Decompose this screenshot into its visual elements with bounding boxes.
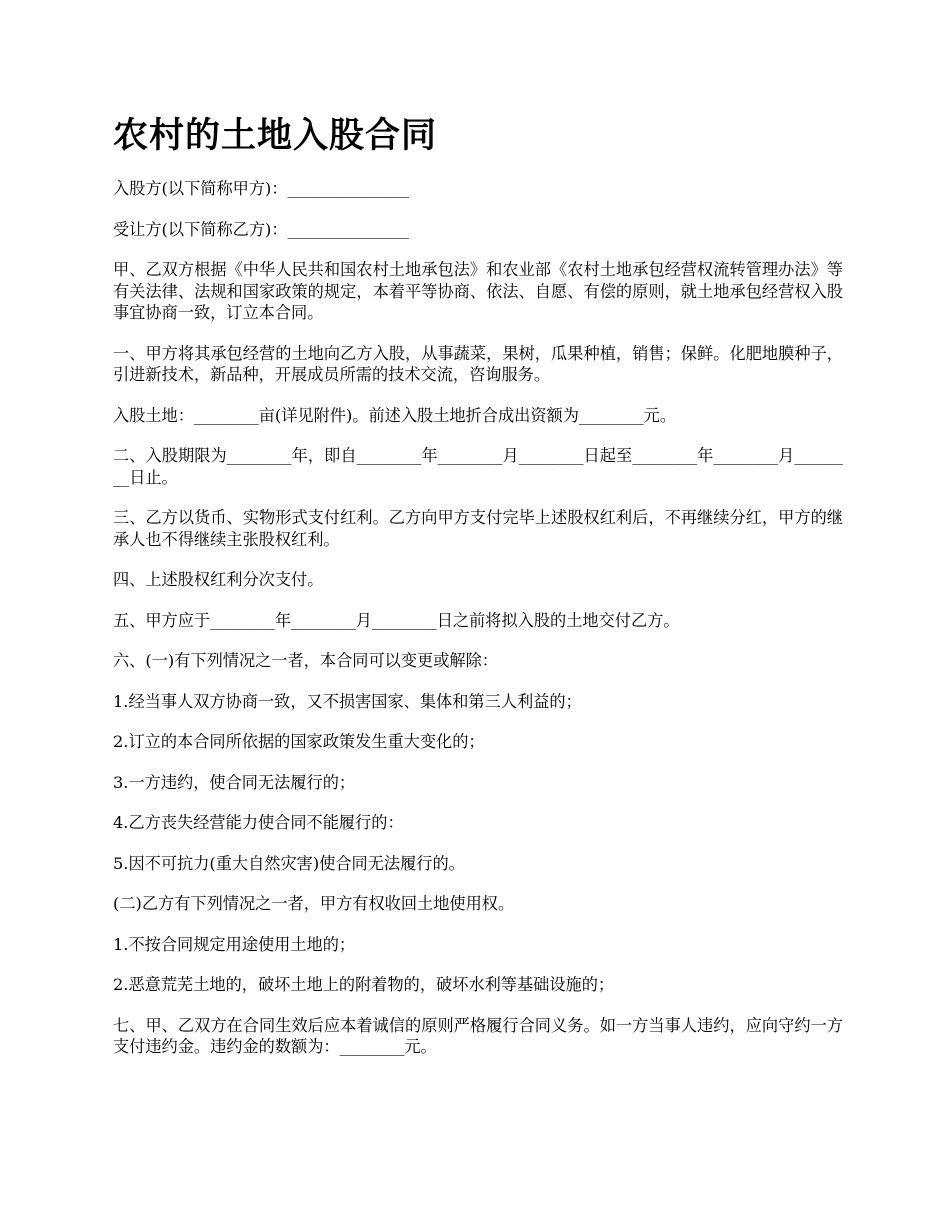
document-page [113, 112, 843, 1077]
clause-6-item-4: 4.乙方丧失经营能力使合同不能履行的： [113, 813, 404, 832]
clause-7: 七、甲、乙双方在合同生效后应本着诚信的原则严格履行合同义务。如一方当事人违约，应向守约一方支付违约金。违约金的数额为：________元。 [113, 1015, 843, 1056]
clause-6-part-2-item-1: 1.不按合同规定用途使用土地的； [113, 934, 356, 954]
clause-6-item-5: 5.因不可抗力(重大自然灾害)使合同无法履行的。 [113, 853, 465, 873]
clause-6-part-2-intro: (二)乙方有下列情况之一者，甲方有权收回土地使用权。 [113, 894, 515, 913]
clause-1: 一、甲方将其承包经营的土地向乙方入股，从事蔬菜，果树，瓜果种植，销售；保鲜。化肥地膜种子，引进新技术，新品种，开展成员所需的技术交流，咨询服务。 [113, 343, 843, 384]
clause-6-item-3: 3.一方违约，使合同无法履行的； [113, 772, 356, 792]
clause-6-item-1: 1.经当事人双方协商一致，又不损害国家、集体和第三人利益的； [113, 691, 582, 711]
land-share-line: 入股土地：________亩(详见附件)。前述入股土地折合成出资额为________元。 [113, 405, 677, 425]
party-a-line: 入股方(以下简称甲方)：_______________ [113, 179, 409, 198]
clause-6-part-2-item-2: 2.恶意荒芜土地的，破坏土地上的附着物的，破坏水利等基础设施的； [113, 975, 615, 994]
document-title: 农村的土地入股合同 [113, 116, 438, 156]
clause-6-item-2: 2.订立的本合同所依据的国家政策发生重大变化的； [113, 732, 485, 751]
party-b-line: 受让方(以下简称乙方)：_______________ [113, 219, 409, 239]
preamble-paragraph: 甲、乙双方根据《中华人民共和国农村土地承包法》和农业部《农村土地承包经营权流转管理办法》等有关法律、法规和国家政策的规定，本着平等协商、依法、自愿、有偿的原则，就土地承包经营权入股事宜协商一致，订立本合同。 [113, 260, 843, 322]
clause-6-intro: 六、(一)有下列情况之一者，本合同可以变更或解除： [113, 651, 498, 670]
clause-4: 四、上述股权红利分次支付。 [113, 570, 324, 589]
clause-5: 五、甲方应于________年________月________日之前将拟入股的土地交付乙方。 [113, 610, 680, 630]
clause-3: 三、乙方以货币、实物形式支付红利。乙方向甲方支付完毕上述股权红利后，不再继续分红，甲方的继承人也不得继续主张股权红利。 [113, 508, 843, 549]
clause-2: 二、入股期限为________年，即自________年________月________日起至________年________月________日止。 [113, 446, 843, 487]
